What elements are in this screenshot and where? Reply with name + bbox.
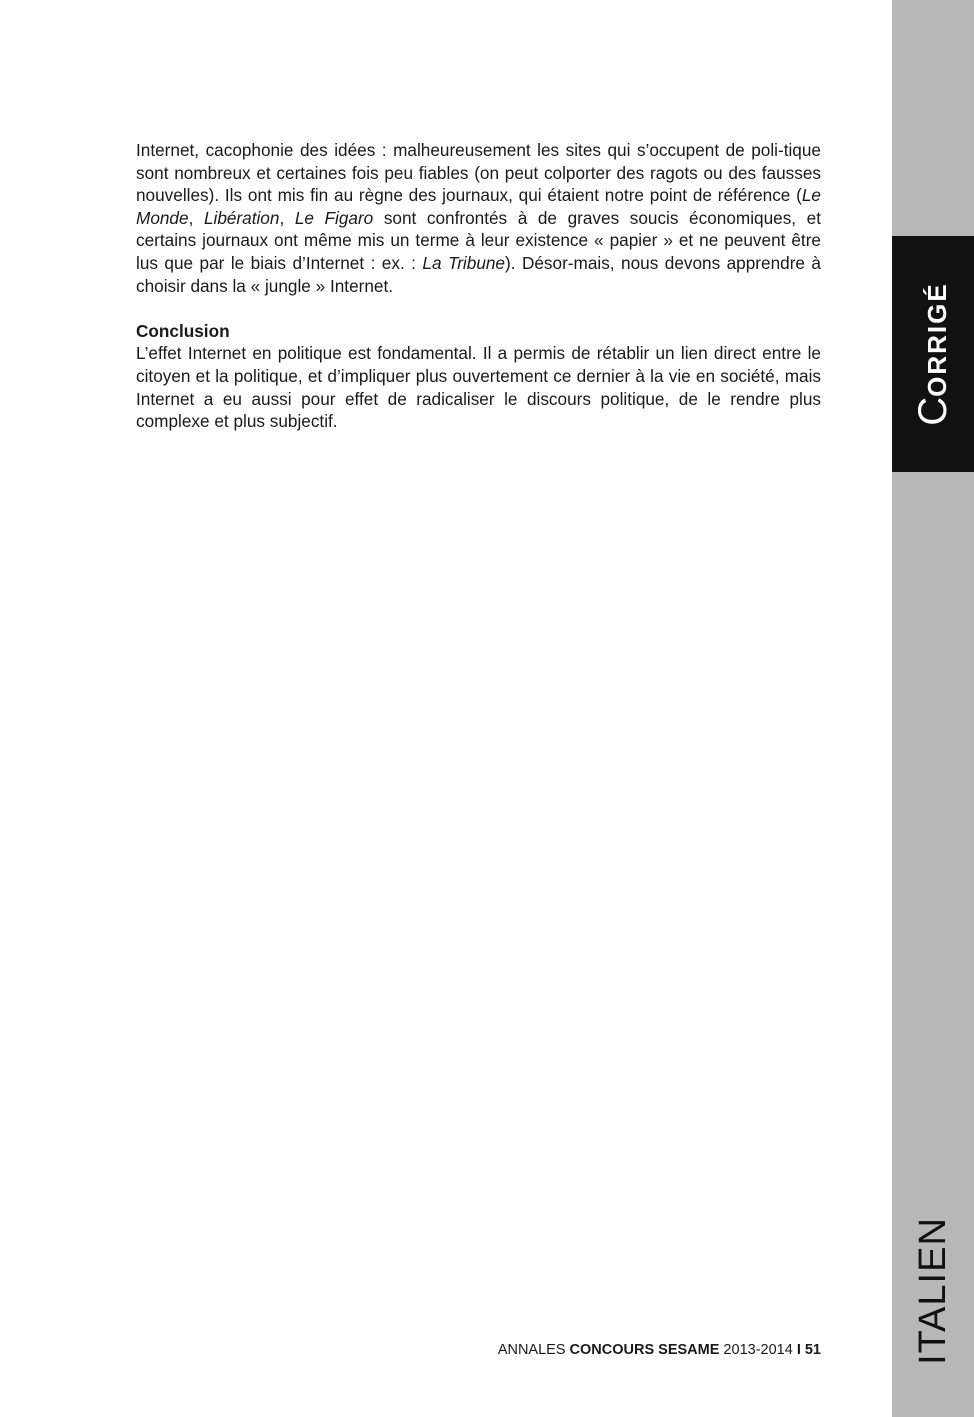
corrige-label-cap: C bbox=[911, 396, 955, 426]
sidebar-band bbox=[892, 0, 974, 1417]
paragraph-text: Internet, cacophonie des idées : malheureusement les sites qui s’occupent de poli-tique sont nombreux et certaines fois peu fiables (on peut colporter des ragots ou des fausses nouvelles). Ils ont mis fin au règne des journaux, qui étaient notre point de référence ( bbox=[136, 140, 821, 206]
footer-concours: CONCOURS SESAME bbox=[569, 1342, 720, 1358]
newspaper-title: Le Figaro bbox=[294, 207, 374, 228]
page-footer bbox=[498, 1342, 821, 1358]
conclusion-heading: Conclusion bbox=[136, 320, 230, 341]
paragraph-spacer bbox=[136, 297, 821, 320]
newspaper-title: La Tribune bbox=[422, 252, 505, 273]
conclusion-paragraph: L’effet Internet en politique est fondamental. Il a permis de rétablir un lien direct entre le citoyen et la politique, et d’impliquer plus ouvertement ce dernier à la vie en société, mais Internet a eu aussi pour effet de radicaliser le discours politique, de le rendre plus complexe et plus subjectif. bbox=[136, 343, 821, 432]
newspaper-title: Libération bbox=[203, 207, 280, 228]
separator: , bbox=[279, 207, 295, 228]
separator: , bbox=[188, 207, 204, 228]
corrige-label bbox=[913, 282, 953, 425]
paragraph-text: ). Désor-mais, nous devons apprendre à choisir dans la « jungle » Internet. bbox=[136, 252, 821, 296]
page-number: I 51 bbox=[796, 1342, 821, 1358]
newspaper-title: Le Monde bbox=[136, 185, 821, 228]
paragraph-text: sont confrontés à de graves soucis économiques, et certains journaux ont même mis un terme à leur existence « papier » et ne peuvent être lus que par le biais d’Internet : ex. : bbox=[136, 207, 821, 273]
footer-years: 2013-2014 bbox=[719, 1342, 797, 1358]
footer-annales: ANNALES bbox=[497, 1342, 570, 1358]
paragraph-internet bbox=[136, 139, 821, 297]
section-label-italien: ITALIEN bbox=[912, 1217, 954, 1365]
corrige-label-rest: ORRIGÉ bbox=[922, 282, 952, 397]
main-content bbox=[136, 139, 821, 433]
